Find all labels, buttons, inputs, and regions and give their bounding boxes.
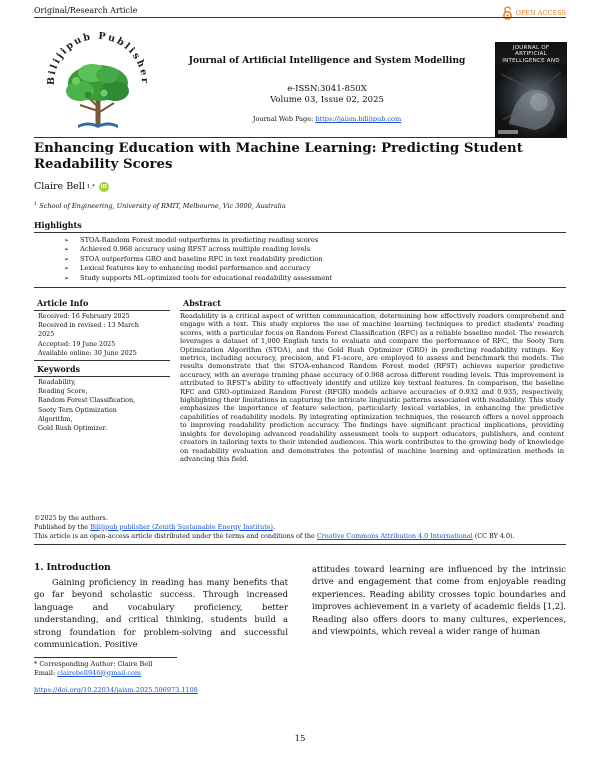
cc-license-link[interactable]: Creative Commons Attribution 4.0 International [316,531,473,540]
abstract-heading: Abstract [183,298,221,308]
keyword: Sooty Tern Optimization [38,405,117,414]
volume-issue: Volume 03, Issue 02, 2025 [270,95,384,105]
abstract-column [180,298,566,463]
highlights-heading: Highlights [34,220,82,230]
article-title: Enhancing Education with Machine Learning: Predicting Student Readability Scores [34,141,523,172]
corresponding-author: * Corresponding Author: Claire Bell [34,660,153,668]
issn: e-ISSN:3041-850X [287,84,367,94]
info-line: Received: 16 February 2025 [38,312,130,320]
keyword: Random Forest Classification, [38,396,136,405]
keyword: Readability, [38,378,76,387]
highlight-text: STOA-Random Forest model outperforms in predicting reading scores [80,236,319,244]
affiliation [34,201,286,210]
keywords-heading: Keywords [37,364,81,375]
journal-info [166,56,488,123]
doi-link[interactable]: https://doi.org/10.22034/jaism.2025.506973.1108 [34,686,198,694]
keyword: Algorithm, [38,414,73,423]
keyword: Gold Rush Optimizer. [38,424,108,433]
arrow-bullet-icon: ➢ [64,246,70,254]
article-info-heading: Article Info [37,298,89,308]
divider [180,310,566,311]
author-line [34,181,109,192]
journal-webpage [166,115,488,123]
journal-name: Journal of Artificial Intelligence and System Modelling [188,56,466,66]
divider [34,310,170,311]
affiliation-text: School of Engineering, University of RMIT, Melbourne, Vic 3000, Australia [39,202,286,211]
author-name: Claire Bell [34,181,85,192]
open-access-label: OPEN ACCESS [515,9,566,17]
open-access-statement: This article is an open-access article distributed under the terms and conditions of the Creative Commons Attribution 4.0 International (CC BY 4.0). [34,531,515,540]
highlights-box [34,232,566,288]
keyword: Reading Score, [38,387,88,396]
cover-image [495,64,567,138]
email-link[interactable]: clairebell946@gmail.com [57,668,142,677]
arrow-bullet-icon: ➢ [64,237,70,244]
highlight-text: Lexical features key to enhancing model performance and accuracy [80,264,311,273]
highlight-text: STOA outperforms GRO and baseline RFC in text readability prediction [80,254,323,263]
publisher-logo-text: Bilijipub Publisher [45,30,151,86]
highlight-text: Study supports ML-optimized tools for educational readability assessment [80,273,333,282]
webpage-label: Journal Web Page: [252,115,314,123]
page-number: 15 [294,734,306,744]
publisher-link[interactable]: Bilijipub publisher (Zenith Sustainable Energy Institute) [90,522,274,531]
journal-cover [495,42,567,138]
publisher-logo [34,21,162,133]
cover-title: JOURNAL OF ARTIFICIAL INTELLIGENCE AND [502,45,560,64]
highlight-item [64,264,566,273]
info-line: Received in revised : 13 March [38,321,139,330]
highlight-item [64,245,566,254]
affiliation-superscript: 1 [34,201,38,207]
highlight-item [64,274,566,283]
article-info-column [34,298,170,433]
arrow-bullet-icon: ➢ [64,255,70,263]
divider [34,544,566,545]
published-by: Published by the Bilijipub publisher (Zenith Sustainable Energy Institute). [34,522,276,531]
info-line: Available online: 30 June 2025 [38,348,137,357]
webpage-link[interactable]: https://jaism.bilijipub.com [315,115,402,123]
introduction-heading: 1. Introduction [34,563,111,573]
introduction-left-column: Gaining proficiency in reading has many benefits that go far beyond scholastic success. Through increased language and vocabulary proficiency, better understanding, and critical thinking, students build a strong foundation for problem-solving and successful communication. Positive [34,577,288,650]
highlight-item [64,236,566,245]
footnote [34,660,152,677]
highlight-text: Achieved 0.968 accuracy using RFST across multiple reading levels [80,245,311,254]
arrow-bullet-icon: ➢ [64,274,70,282]
author-superscript: 1,* [86,183,95,190]
info-line: 2025 [38,330,55,339]
divider [34,360,170,361]
article-type: Original/Research Article [34,6,138,15]
orcid-icon[interactable]: iD [100,183,108,190]
email-line: Email: clairebell946@gmail.com [34,668,142,677]
introduction-right-column: attitudes toward learning are influenced by the intrinsic drive and engagement that come from enjoyable reading experiences. Reading ability crosses topic boundaries and improves achievement in a variety of academic fields [1,2]. Reading also offers doors to many cultures, experiences, and viewpoints, which reveal a wider range of human [312,564,566,637]
tree-icon [66,64,129,125]
license-block [34,514,566,540]
info-line: Accepted: 19 June 2025 [38,339,116,348]
highlight-item [64,255,566,264]
copyright: ©2025 by the authors. [34,514,108,522]
abstract-text: Readability is a critical aspect of written communication, determining how effectively readers comprehend and engage with a text. This study explores the use of machine learning techniques to predict students' reading scores, with a particular focus on Random Forest Classification (RFC) as a reliable baseline model. The research leverages a dataset of 1,000 English texts to evaluate and compare the performance of RFC, the Sooty Tern Optimization Algorithm (STOA), and the Gold Rush Optimizer (GRO) in predicting readability ratings. Key metrics, including accuracy, precision, and F1-score, are employed to assess and benchmark the models. The results demonstrate that the STOA-enhanced Random Forest model (RFST) achieves superior predictive accuracy, with an average training phase accuracy of 0.968 across different reading levels. This improvement is attributed to RFST's ability to effectively identify and utilize key textual features. In comparison, the baseline RFC and GRO-optimized Random Forest (RFGR) models achieve accuracies of 0.932 and 0.935, respectively, highlighting their limitations in capturing the intricate linguistic patterns associated with readability. This study emphasizes the importance of feature selection, particularly lexical variables, in enhancing the predictive capabilities of readability models. By integrating optimization techniques, the research offers a novel approach to improving readability prediction accuracy. The findings have significant practical implications, providing insights for developing advanced readability assessment tools to support educators, publishers, and content creators in tailoring texts to their intended audiences. This work contributes to the growing body of knowledge on readability evaluation and demonstrates the potential of machine learning and optimization methods in advancing this field. [180,312,564,463]
divider [34,376,170,377]
arrow-bullet-icon: ➢ [64,265,70,273]
footnote-divider [34,657,177,658]
